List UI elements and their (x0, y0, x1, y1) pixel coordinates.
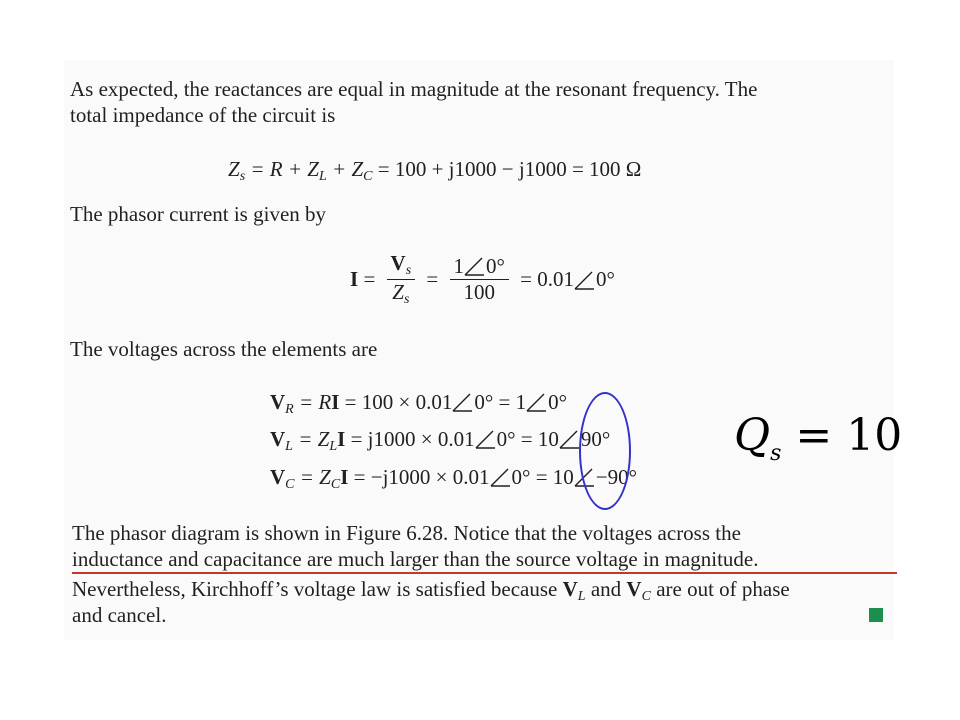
angle-icon (574, 270, 596, 290)
paragraph-phasor-diagram-line1: The phasor diagram is shown in Figure 6.28. Notice that the voltages across the (72, 521, 741, 545)
paragraph-reactances-line1: As expected, the reactances are equal in magnitude at the resonant frequency. The (70, 77, 758, 101)
equation-vc: $V_C = Z_CI = -j1000 \times 0.01$ 0° = 10 −90° (270, 465, 638, 492)
angle-icon (490, 467, 512, 487)
paragraph-phasor-diagram-line3: Nevertheless, Kirchhoff’s voltage law is satisfied because $V_L$ and $V_C$ are out of phase (72, 577, 790, 604)
paragraph-phasor-diagram-line4: and cancel. (72, 603, 167, 627)
angle-icon (526, 392, 548, 412)
angle-icon (559, 429, 581, 449)
paragraph-phasor-diagram-line2: inductance and capacitance are much larger than the source voltage in magnitude. (72, 547, 759, 571)
equation-vr: $V_R$ = RI = 100 × 0.01 0° = 1 0° (270, 390, 568, 417)
paragraph-reactances-line2: total impedance of the circuit is (70, 103, 336, 127)
angle-icon (464, 256, 486, 276)
fraction-vs-over-zs: $\frac{V_s}{Z_s}$ (387, 251, 416, 308)
equation-phasor-current: I = $\frac{V_s}{Z_s}$ = $\frac{1 0^\circ}{100}$ = 0.01 0° (350, 251, 615, 307)
annotation-quality-factor: $Q_s = 10$ (734, 410, 903, 466)
annotation-underline (72, 572, 897, 574)
paragraph-voltages-across: The voltages across the elements are (70, 337, 378, 361)
angle-icon (475, 429, 497, 449)
fraction-1-over-100: $\frac{1 0^\circ}{100}$ (450, 254, 509, 305)
paragraph-phasor-current: The phasor current is given by (70, 202, 327, 226)
equation-total-impedance: $Z_s = R + Z_L + Z_C = 100 + j1000 - j1000 = 100$ Ω (228, 157, 642, 184)
angle-icon (452, 392, 474, 412)
equation-vl: $V_L = Z_LI = j1000 \times 0.01$ 0° = 10 90° (270, 427, 611, 454)
end-of-example-mark (869, 608, 883, 622)
annotation-ellipse (579, 392, 631, 510)
